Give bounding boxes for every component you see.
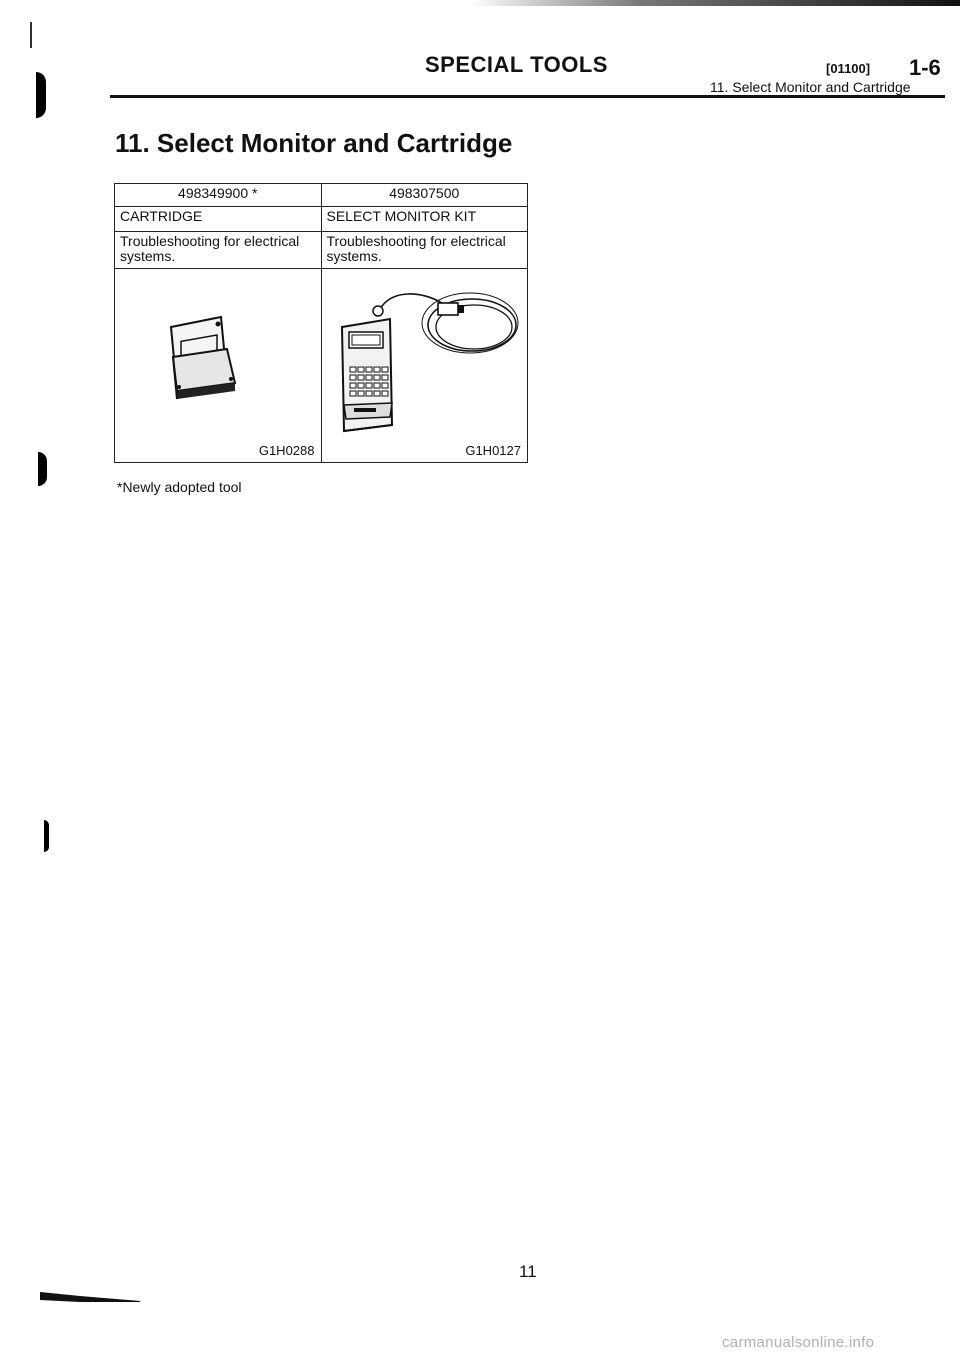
cartridge-illustration-icon xyxy=(115,269,315,459)
illustration-cell xyxy=(321,269,528,463)
header-subtitle: 11. Select Monitor and Cartridge xyxy=(710,79,911,95)
select-monitor-illustration-icon xyxy=(322,269,527,459)
illustration-code: G1H0127 xyxy=(465,443,521,458)
footer-mark xyxy=(40,1290,140,1304)
illustration-cell xyxy=(115,269,322,463)
header-page-id: 1-6 xyxy=(909,55,941,80)
tool-table xyxy=(114,183,528,463)
header-code: [01100] xyxy=(826,61,871,76)
header-rule xyxy=(110,95,945,98)
tool-name-cell: SELECT MONITOR KIT xyxy=(321,207,528,232)
table-row xyxy=(115,207,528,232)
tool-description-cell: Troubleshooting for electrical systems. xyxy=(321,232,528,269)
tool-name-cell: CARTRIDGE xyxy=(115,207,322,232)
page-number: 11 xyxy=(519,1262,537,1281)
binding-hole-mark xyxy=(44,820,49,852)
binding-hole-mark xyxy=(38,452,47,486)
table-row xyxy=(115,184,528,207)
table-row xyxy=(115,232,528,269)
illustration-code: G1H0288 xyxy=(258,443,315,458)
part-number-cell: 498349900 * xyxy=(115,184,322,207)
part-number-cell: 498307500 xyxy=(321,184,528,207)
watermark: carmanualsonline.info xyxy=(722,1334,875,1351)
footnote: *Newly adopted tool xyxy=(117,479,242,495)
binding-hole-mark xyxy=(36,72,46,118)
margin-tick xyxy=(30,22,32,48)
table-row xyxy=(115,269,528,463)
scan-streak xyxy=(470,0,960,6)
header-title: SPECIAL TOOLS xyxy=(425,52,608,77)
section-title: 11. Select Monitor and Cartridge xyxy=(115,128,513,158)
tool-description-cell: Troubleshooting for electrical systems. xyxy=(115,232,322,269)
